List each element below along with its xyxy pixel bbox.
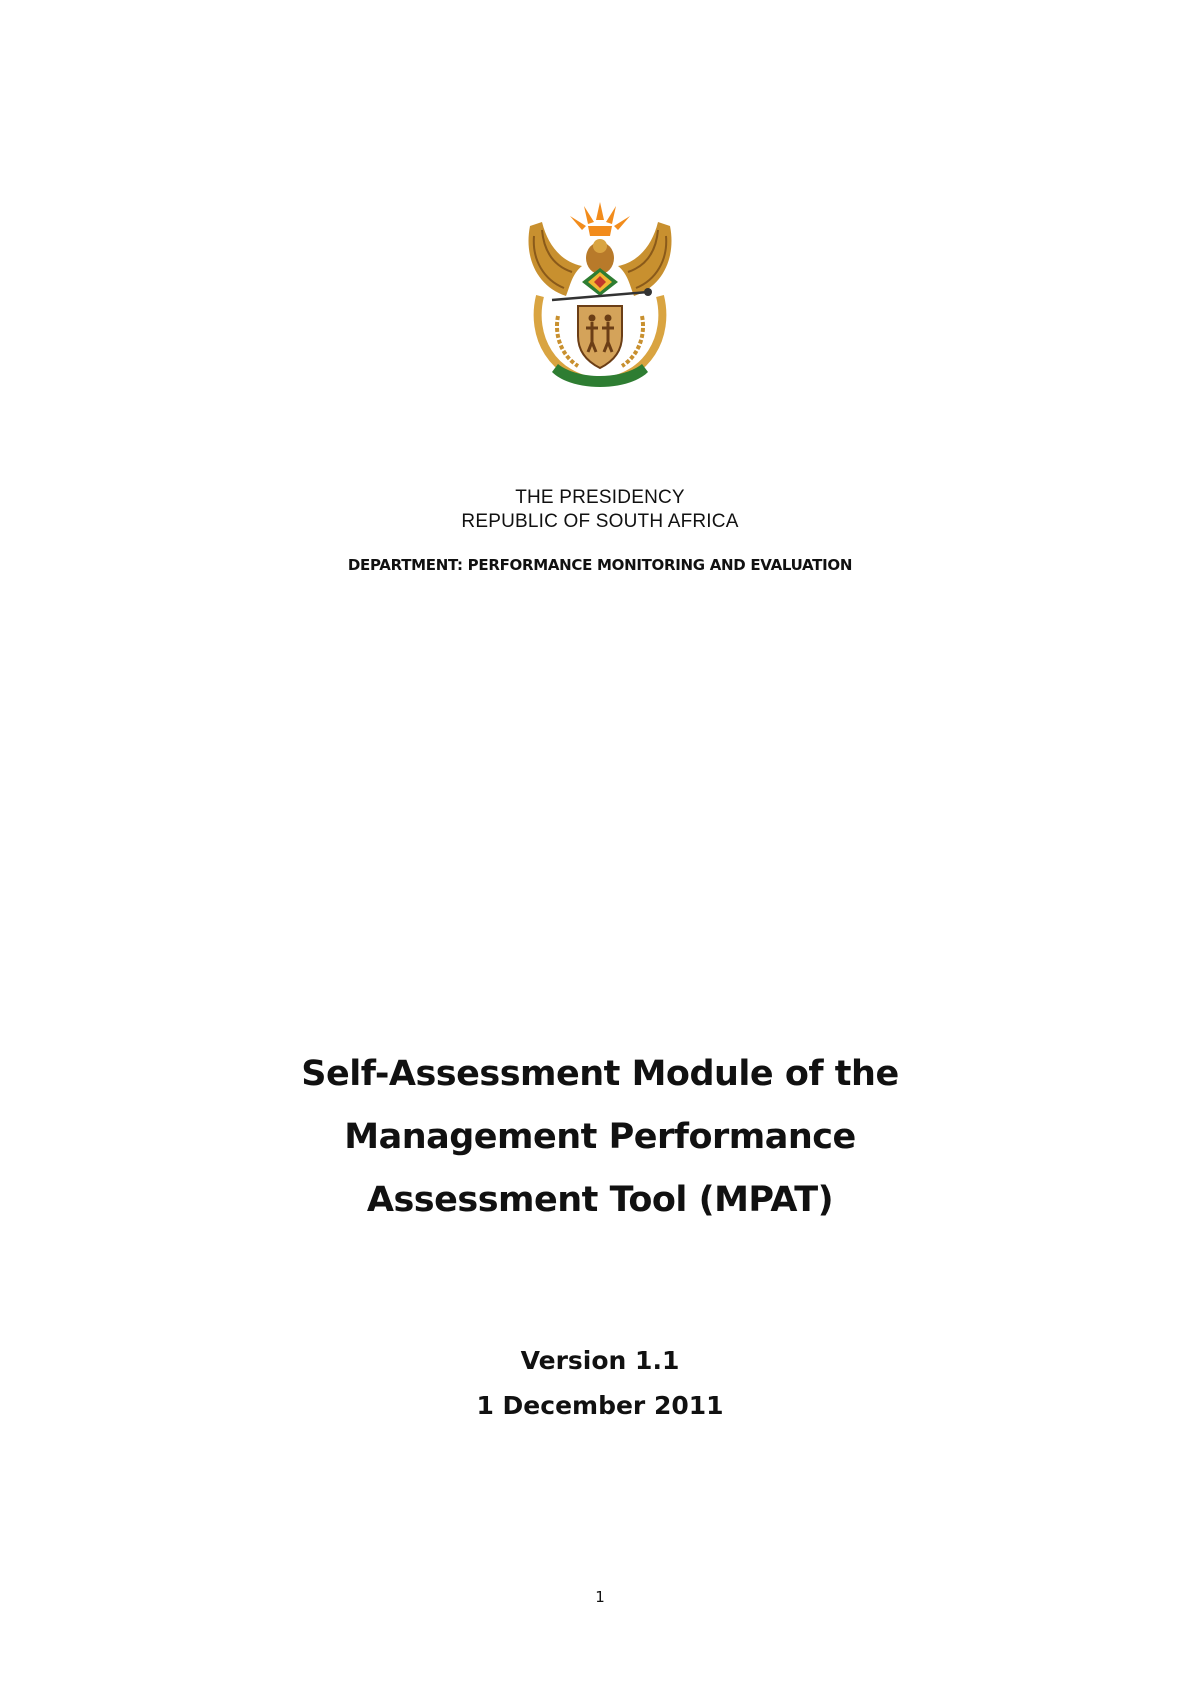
document-title-line-3: Assessment Tool (MPAT) (366, 1180, 834, 1220)
department-name: DEPARTMENT: PERFORMANCE MONITORING AND EVALUATION (347, 556, 853, 574)
organisation-line-presidency: THE PRESIDENCY (515, 487, 685, 508)
page-number: 1 (595, 1588, 605, 1606)
document-title-line-1: Self-Assessment Module of the (301, 1054, 899, 1094)
document-date: 1 December 2011 (476, 1391, 724, 1420)
coat-of-arms-icon (522, 196, 678, 396)
organisation-line-republic: REPUBLIC OF SOUTH AFRICA (461, 511, 739, 532)
document-version: Version 1.1 (520, 1346, 680, 1375)
document-title-line-2: Management Performance (344, 1117, 856, 1157)
